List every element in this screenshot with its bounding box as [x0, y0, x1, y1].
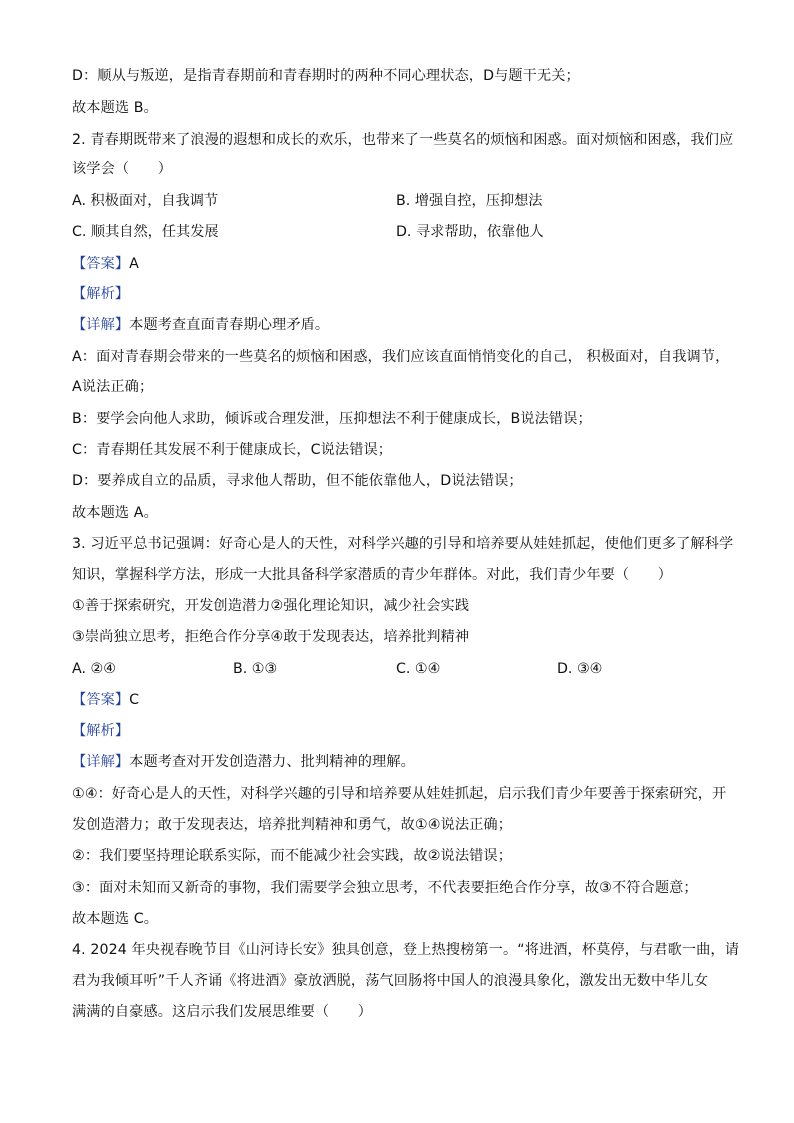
- q2-detail: [72, 315, 732, 335]
- text-line: ①④：好奇心是人的天性，对科学兴趣的引导和培养要从娃娃抓起，启示我们青少年要善于探索研究，开: [72, 786, 727, 802]
- q2-answer: [72, 254, 732, 274]
- detail-tag: 【详解】: [72, 317, 130, 333]
- q3-option-c: C. ①④: [396, 661, 441, 677]
- q3-option-b: B. ①③: [233, 661, 278, 677]
- analysis-tag: 【解析】: [72, 723, 130, 739]
- question-3-stem-cont: 知识，掌握科学方法，形成一大批具备科学家潜质的青少年群体。对此，我们青少年要（ ）: [72, 567, 673, 583]
- answer-value: C: [129, 692, 140, 708]
- q3-detail: [72, 752, 732, 772]
- q3-analysis: [72, 721, 732, 741]
- q3-answer: [72, 690, 732, 710]
- q2-analysis: [72, 284, 732, 304]
- q2-option-b: B. 增强自控，压抑想法: [396, 193, 543, 209]
- question-4-stem-end: 满满的自豪感。这启示我们发展思维要（ ）: [72, 1004, 373, 1020]
- text-line: A说法正确；: [72, 379, 154, 395]
- q3-statements-3-4: ③崇尚独立思考，拒绝合作分享④敢于发现表达，培养批判精神: [72, 629, 470, 645]
- text-line: D：顺从与叛逆，是指青春期前和青春期时的两种不同心理状态，D与题干无关；: [72, 68, 580, 84]
- text-line: D：要养成自立的品质，寻求他人帮助，但不能依靠他人，D说法错误；: [72, 473, 523, 489]
- q2-option-c: C. 顺其自然，任其发展: [72, 224, 219, 240]
- question-2-stem-cont: 该学会（ ）: [72, 161, 173, 177]
- detail-text: 本题考查对开发创造潜力、批判精神的理解。: [129, 754, 415, 770]
- text-line: ③：面对未知而又新奇的事物，我们需要学会独立思考，不代表要拒绝合作分享，故③不符合题意；: [72, 880, 698, 896]
- text-line: A：面对青春期会带来的一些莫名的烦恼和困惑，我们应该直面悄悄变化的自己， 积极面对，自我调节，: [72, 349, 730, 365]
- text-line: 故本题选 C。: [72, 911, 159, 927]
- question-2-stem: 2. 青春期既带来了浪漫的遐想和成长的欢乐，也带来了一些莫名的烦恼和困惑。面对烦恼和困惑，我们应: [72, 132, 734, 148]
- answer-value: A: [129, 256, 139, 272]
- q3-option-a: A. ②④: [72, 661, 116, 677]
- answer-tag: 【答案】: [72, 256, 130, 272]
- text-line: ②：我们要坚持理论联系实际，而不能减少社会实践，故②说法错误；: [72, 848, 512, 864]
- text-line: C：青春期任其发展不利于健康成长，C说法错误；: [72, 442, 393, 458]
- text-line: 故本题选 B。: [72, 100, 158, 116]
- q2-option-a: A. 积极面对，自我调节: [72, 193, 219, 209]
- text-line: 发创造潜力；敢于发现表达，培养批判精神和勇气，故①④说法正确；: [72, 817, 512, 833]
- q3-statements-1-2: ①善于探索研究，开发创造潜力②强化理论知识，减少社会实践: [72, 598, 470, 614]
- detail-text: 本题考查直面青春期心理矛盾。: [129, 317, 330, 333]
- text-line: B：要学会向他人求助，倾诉或合理发泄，压抑想法不利于健康成长，B说法错误；: [72, 411, 592, 427]
- q3-option-d: D. ③④: [557, 661, 603, 677]
- question-4-stem-cont: 君为我倾耳听”千人齐诵《将进酒》豪放洒脱，荡气回肠将中国人的浪漫具象化，激发出无数中华儿女: [72, 973, 709, 989]
- question-4-stem: 4. 2024 年央视春晚节目《山河诗长安》独具创意，登上热搜榜第一。“将进酒，杯莫停，与君歌一曲，请: [72, 942, 739, 958]
- text-line: 故本题选 A。: [72, 505, 158, 521]
- analysis-tag: 【解析】: [72, 286, 130, 302]
- q2-option-d: D. 寻求帮助，依靠他人: [396, 224, 544, 240]
- detail-tag: 【详解】: [72, 754, 130, 770]
- question-3-stem: 3. 习近平总书记强调：好奇心是人的天性，对科学兴趣的引导和培养要从娃娃抓起，使他们更多了解科学: [72, 536, 734, 552]
- answer-tag: 【答案】: [72, 692, 130, 708]
